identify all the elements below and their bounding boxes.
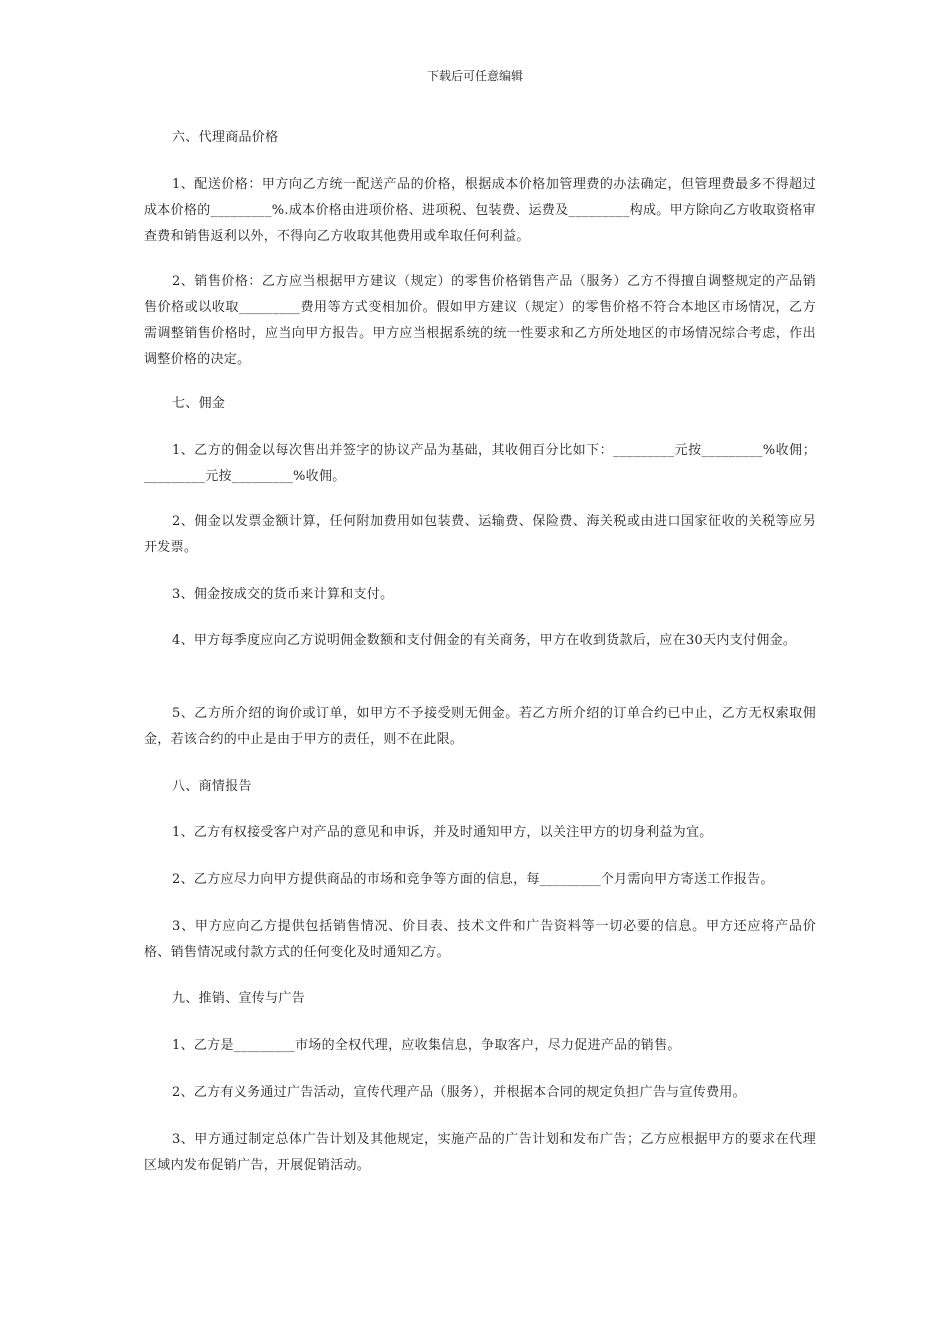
section-9-paragraph-1: 1、乙方是_________市场的全权代理，应收集信息，争取客户，尽力促进产品的销售。: [172, 1038, 681, 1053]
section-8-paragraph-1: 1、乙方有权接受客户对产品的意见和申诉，并及时通知甲方，以关注甲方的切身利益为宜。: [172, 825, 713, 840]
section-8-heading: 八、商情报告: [172, 779, 252, 794]
section-8-paragraph-3: 3、甲方应向乙方提供包括销售情况、价目表、技术文件和广告资料等一切必要的信息。甲方还应将产品价格、销售情况或付款方式的任何变化及时通知乙方。: [144, 919, 816, 960]
section-9-paragraph-2: 2、乙方有义务通过广告活动，宣传代理产品（服务），并根据本合同的规定负担广告与宣传费用。: [172, 1085, 746, 1100]
section-6-paragraph-1: 1、配送价格：甲方向乙方统一配送产品的价格，根据成本价格加管理费的办法确定，但管理费最多不得超过成本价格的_________%.成本价格由进项价格、进项税、包装费、运费及_________构成。甲方除向乙方收取资格审查费和销售返利以外，不得向乙方收取其他费用或牟取任何利益。: [144, 177, 816, 244]
section-6-heading: 六、代理商品价格: [172, 130, 279, 145]
section-7-paragraph-3: 3、佣金按成交的货币来计算和支付。: [172, 587, 394, 602]
section-7-paragraph-1: 1、乙方的佣金以每次售出并签字的协议产品为基础，其收佣百分比如下：_________元按_________%收佣；_________元按_________%收佣。: [144, 443, 816, 484]
section-9-heading: 九、推销、宣传与广告: [172, 991, 306, 1006]
section-7-paragraph-5: 5、乙方所介绍的询价或订单，如甲方不予接受则无佣金。若乙方所介绍的订单合约已中止，乙方无权索取佣金，若该合约的中止是由于甲方的责任，则不在此限。: [144, 706, 816, 747]
section-9-paragraph-3: 3、甲方通过制定总体广告计划及其他规定，实施产品的广告计划和发布广告；乙方应根据甲方的要求在代理区域内发布促销广告，开展促销活动。: [144, 1132, 816, 1173]
section-7-paragraph-4: 4、甲方每季度应向乙方说明佣金数额和支付佣金的有关商务，甲方在收到货款后，应在30天内支付佣金。: [172, 633, 797, 648]
page-header-note: 下载后可任意编辑: [426, 69, 523, 83]
section-7-paragraph-2: 2、佣金以发票金额计算，任何附加费用如包装费、运输费、保险费、海关税或由进口国家征收的关税等应另开发票。: [144, 514, 816, 555]
section-8-paragraph-2: 2、乙方应尽力向甲方提供商品的市场和竞争等方面的信息，每_________个月需向甲方寄送工作报告。: [172, 872, 774, 887]
section-7-heading: 七、佣金: [172, 396, 226, 411]
section-6-paragraph-2: 2、销售价格：乙方应当根据甲方建议（规定）的零售价格销售产品（服务）乙方不得擅自调整规定的产品销售价格或以收取_________费用等方式变相加价。假如甲方建议（规定）的零售价格不符合本地区市场情况，乙方需调整销售价格时，应当向甲方报告。甲方应当根据系统的统一性要求和乙方所处地区的市场情况综合考虑，作出调整价格的决定。: [144, 274, 816, 367]
